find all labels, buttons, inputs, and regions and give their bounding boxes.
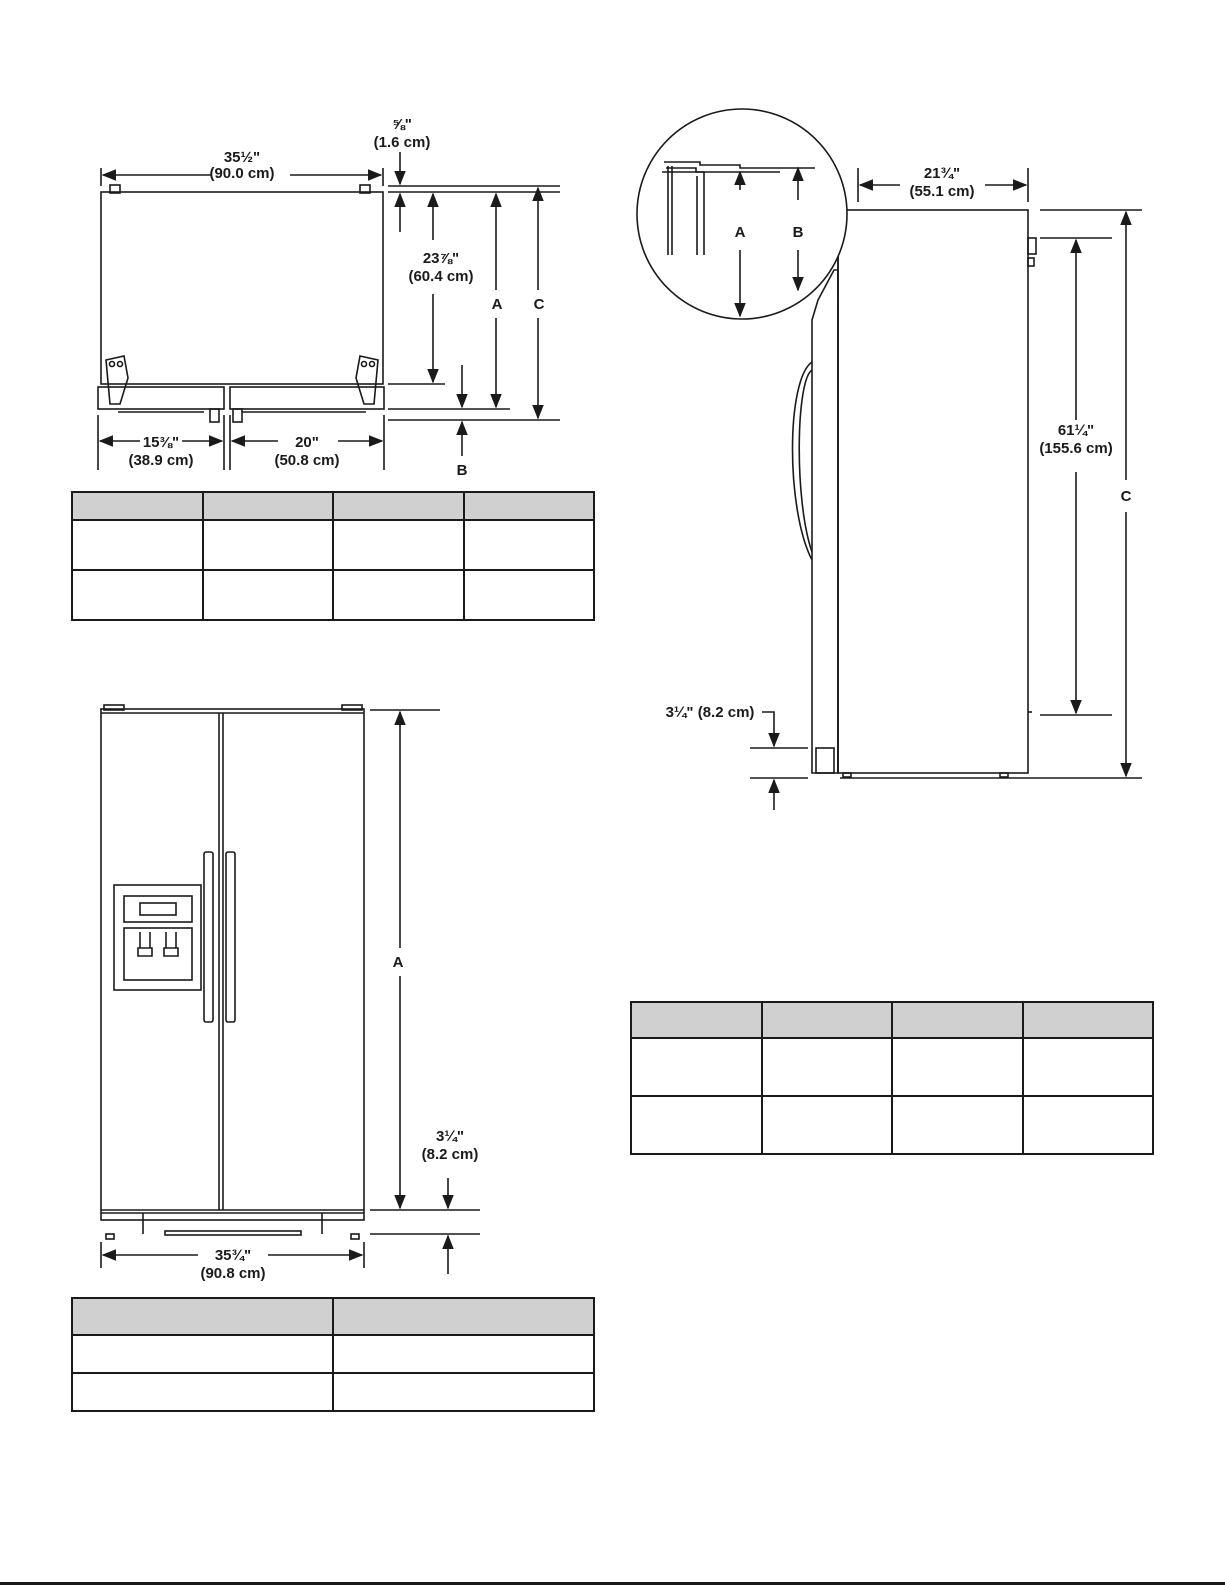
top-right-in: 20" bbox=[295, 434, 319, 451]
side-height-cm: (155.6 cm) bbox=[1039, 440, 1113, 457]
front-base-in: 3¼" bbox=[436, 1128, 464, 1145]
side-depth-in: 21¾" bbox=[923, 165, 961, 182]
detail-label-a: A bbox=[734, 224, 746, 241]
side-cabinet bbox=[838, 210, 1028, 773]
side-base-label: 3¼" (8.2 cm) bbox=[665, 704, 755, 721]
side-view-table bbox=[630, 1001, 1154, 1155]
side-door bbox=[812, 270, 838, 773]
top-view-door-left bbox=[98, 387, 224, 409]
front-cabinet bbox=[101, 709, 364, 1220]
side-depth-cm: (55.1 cm) bbox=[909, 183, 975, 200]
side-handle bbox=[799, 370, 812, 552]
top-view-cabinet bbox=[101, 192, 383, 384]
top-view-table bbox=[71, 491, 595, 621]
detail-label-b: B bbox=[792, 224, 804, 241]
front-view-diagram bbox=[101, 705, 480, 1274]
top-width-cm: (90.0 cm) bbox=[209, 165, 275, 182]
top-gap-cm: (1.6 cm) bbox=[373, 134, 431, 151]
top-left-cm: (38.9 cm) bbox=[128, 452, 194, 469]
side-height-in: 61¼" bbox=[1057, 422, 1095, 439]
top-width-in: 35½" bbox=[223, 149, 261, 166]
front-width-in: 35¾" bbox=[214, 1247, 252, 1264]
front-label-a: A bbox=[392, 954, 404, 971]
front-width-cm: (90.8 cm) bbox=[200, 1265, 266, 1282]
handle-right bbox=[226, 852, 235, 1022]
top-gap-in: ⅝" bbox=[392, 116, 412, 133]
top-label-c: C bbox=[533, 296, 545, 313]
top-left-in: 15⅜" bbox=[142, 434, 180, 451]
top-depth-cm: (60.4 cm) bbox=[408, 268, 474, 285]
top-label-a: A bbox=[491, 296, 503, 313]
top-depth-in: 23⅞" bbox=[422, 250, 460, 267]
front-base-cm: (8.2 cm) bbox=[421, 1146, 479, 1163]
front-view-table bbox=[71, 1297, 595, 1412]
top-label-b: B bbox=[456, 462, 468, 479]
side-label-c: C bbox=[1120, 488, 1132, 505]
top-view-door-right bbox=[230, 387, 384, 409]
handle-left bbox=[204, 852, 213, 1022]
dispenser bbox=[114, 885, 201, 990]
top-right-cm: (50.8 cm) bbox=[274, 452, 340, 469]
